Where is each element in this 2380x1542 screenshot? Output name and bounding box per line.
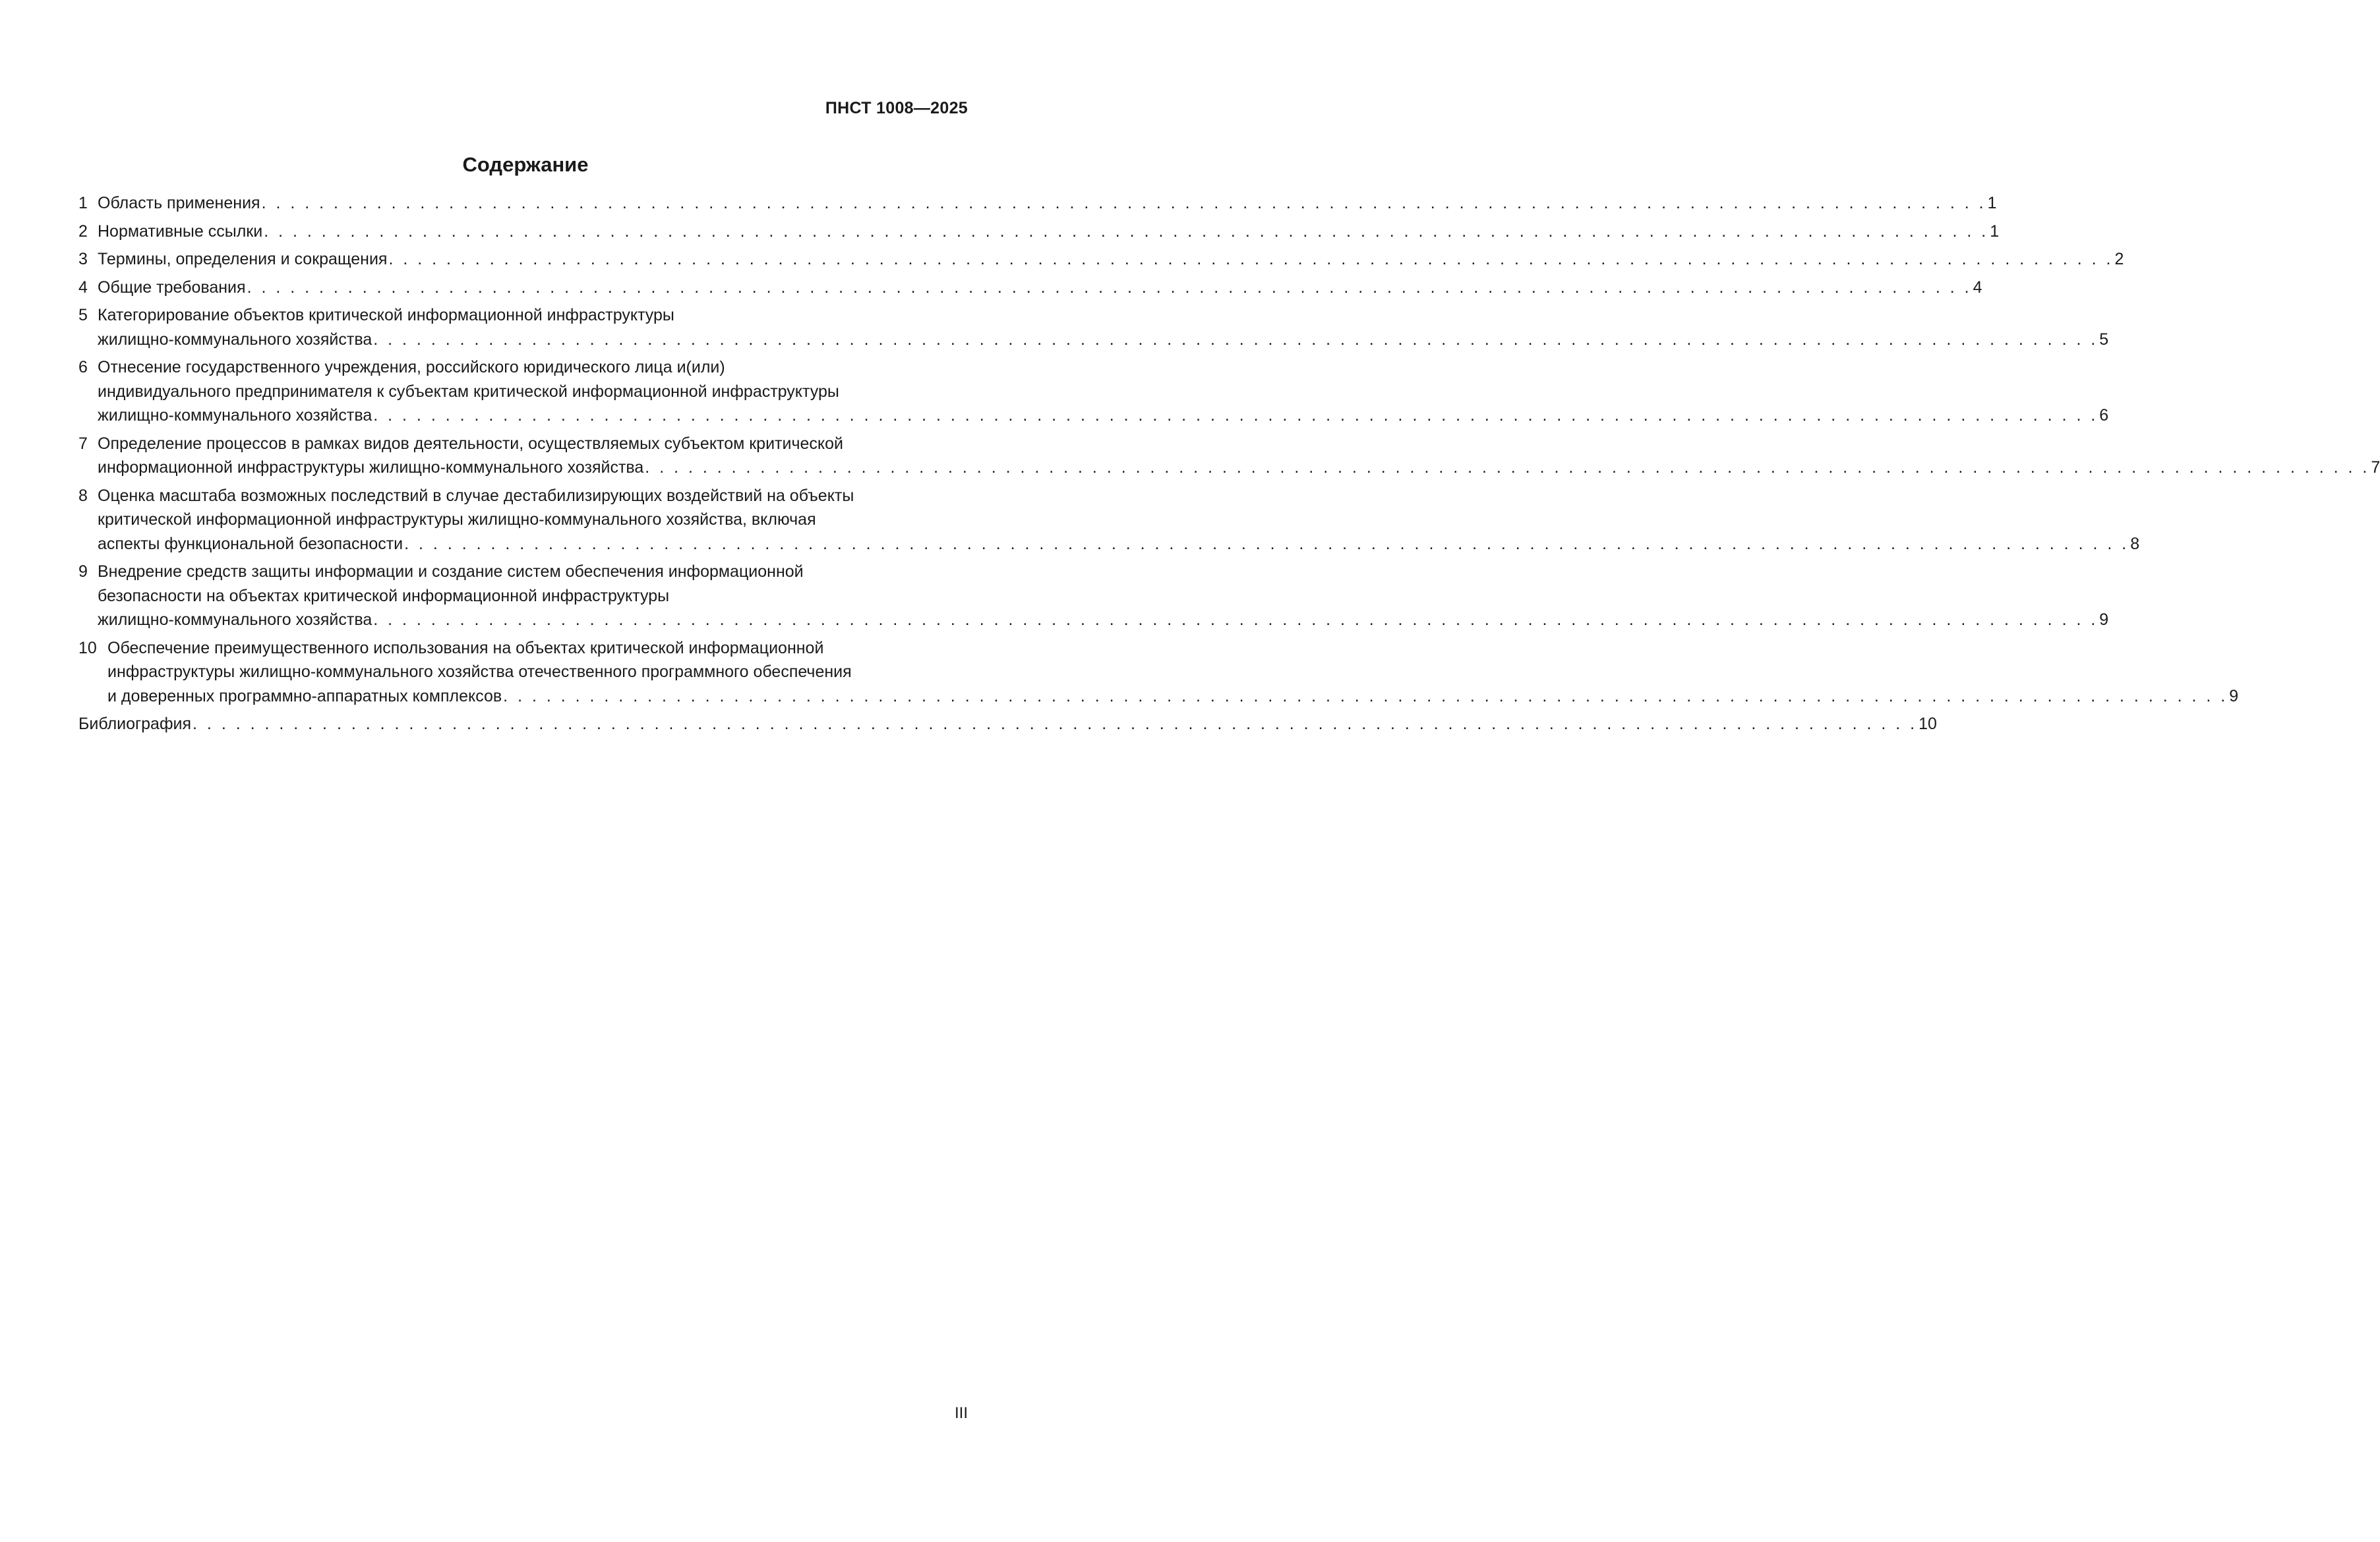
toc-entry[interactable]	[78, 636, 2239, 709]
toc-entry-last-line	[98, 456, 2380, 480]
toc-entry-page: 7	[2371, 458, 2380, 477]
toc-entry-text-line: Отнесение государственного учреждения, российского юридического лица и(или)	[98, 358, 725, 376]
toc-entry-body	[98, 560, 2109, 632]
toc-entry-last-line	[98, 608, 2109, 632]
toc-entry-text-line: Категорирование объектов критической информационной инфраструктуры	[98, 306, 674, 324]
toc-entry-page: 9	[2229, 686, 2239, 705]
toc-entry-body	[78, 712, 1937, 736]
dot-leader: . . . . . . . . . . . . . . . . . . . . . . . . . . . . . . . . . . . . . . . . . . . . . . . . . . . . . . . . . . . . . . . . . . . . . . . . . . . . . . . . . . . . . . . . . . . . . . . . . . . . . . . . . . . . . . . . . . . . . . . .	[503, 686, 2228, 705]
toc-entry-page: 6	[2099, 406, 2109, 425]
toc-entry-body	[98, 191, 1997, 216]
toc-entry[interactable]	[78, 355, 2109, 428]
toc-entry-text-line: индивидуального предпринимателя к субъектам критической информационной инфраструктуры	[98, 382, 839, 401]
toc-entry-number: 10	[78, 638, 97, 657]
document-code: ПНСТ 1008—2025	[825, 99, 968, 117]
toc-entry-number: 6	[78, 358, 88, 376]
page-number: III	[954, 1404, 968, 1422]
toc-entry-number: 4	[78, 278, 88, 297]
toc-entry-body	[98, 355, 2109, 428]
toc-entry-page: 9	[2099, 610, 2109, 629]
toc-entry-body	[107, 636, 2239, 709]
toc-entry-text-line: Библиография	[78, 715, 192, 733]
toc-entry[interactable]	[78, 276, 1982, 300]
toc-entry-text-line: инфраструктуры жилищно-коммунального хозяйства отечественного программного обеспечения	[107, 663, 852, 681]
toc-entry-text-line: Нормативные ссылки	[98, 222, 263, 241]
toc-title: Содержание	[462, 153, 589, 176]
toc-entry-text-line: Обеспечение преимущественного использования на объектах критической информационной	[107, 638, 824, 657]
dot-leader: . . . . . . . . . . . . . . . . . . . . . . . . . . . . . . . . . . . . . . . . . . . . . . . . . . . . . . . . . . . . . . . . . . . . . . . . . . . . . . . . . . . . . . . . . . . . . . . . . . . . . . . . . . . . . . . . . . . . . . . .	[261, 194, 1986, 212]
toc-entry[interactable]	[78, 560, 2109, 632]
toc-entry-last-line	[98, 532, 2140, 556]
toc-entry-page: 5	[2099, 330, 2109, 349]
toc-entry-text-line: Определение процессов в рамках видов деятельности, осуществляемых субъектом критической	[98, 434, 843, 453]
dot-leader: . . . . . . . . . . . . . . . . . . . . . . . . . . . . . . . . . . . . . . . . . . . . . . . . . . . . . . . . . . . . . . . . . . . . . . . . . . . . . . . . . . . . . . . . . . . . . . . . . . . . . . . . . . . . . . . . . . . . . . . .	[388, 250, 2114, 268]
toc-entry-text-line: безопасности на объектах критической информационной инфраструктуры	[98, 586, 670, 605]
toc-entry[interactable]	[78, 247, 2124, 272]
toc-entry-last-line	[98, 403, 2109, 428]
toc-entry-text-line: критической информационной инфраструктуры жилищно-коммунального хозяйства, включая	[98, 510, 816, 529]
toc-entry-number: 2	[78, 222, 88, 241]
toc-entry-page: 8	[2130, 534, 2140, 553]
table-of-contents	[78, 191, 2380, 740]
toc-entry-last-line	[98, 191, 1997, 216]
dot-leader: . . . . . . . . . . . . . . . . . . . . . . . . . . . . . . . . . . . . . . . . . . . . . . . . . . . . . . . . . . . . . . . . . . . . . . . . . . . . . . . . . . . . . . . . . . . . . . . . . . . . . . . . . . . . . . . . . . . . . . . .	[404, 534, 2129, 553]
dot-leader: . . . . . . . . . . . . . . . . . . . . . . . . . . . . . . . . . . . . . . . . . . . . . . . . . . . . . . . . . . . . . . . . . . . . . . . . . . . . . . . . . . . . . . . . . . . . . . . . . . . . . . . . . . . . . . . . . . . . . . . .	[373, 610, 2098, 629]
toc-entry-text-line: и доверенных программно-аппаратных комплексов	[107, 686, 502, 705]
toc-entry-text-line: жилищно-коммунального хозяйства	[98, 406, 372, 425]
dot-leader: . . . . . . . . . . . . . . . . . . . . . . . . . . . . . . . . . . . . . . . . . . . . . . . . . . . . . . . . . . . . . . . . . . . . . . . . . . . . . . . . . . . . . . . . . . . . . . . . . . . . . . . . . . . . . . . . . . . . . . . .	[373, 406, 2098, 425]
toc-entry-text-line: жилищно-коммунального хозяйства	[98, 610, 372, 629]
toc-entry-last-line	[98, 328, 2109, 352]
toc-entry-text-line: Термины, определения и сокращения	[98, 250, 388, 268]
toc-entry[interactable]	[78, 191, 1997, 216]
toc-entry-text-line: Внедрение средств защиты информации и создание систем обеспечения информационной	[98, 562, 804, 581]
dot-leader: . . . . . . . . . . . . . . . . . . . . . . . . . . . . . . . . . . . . . . . . . . . . . . . . . . . . . . . . . . . . . . . . . . . . . . . . . . . . . . . . . . . . . . . . . . . . . . . . . . . . . . . . . . . . . . . . . . . . . . . .	[264, 222, 1989, 241]
toc-entry-page: 10	[1919, 715, 1937, 733]
toc-entry-page: 4	[1973, 278, 1982, 297]
toc-entry[interactable]	[78, 712, 1937, 736]
toc-entry-text-line: Оценка масштаба возможных последствий в случае дестабилизирующих воздействий на объекты	[98, 486, 854, 505]
toc-entry-number: 8	[78, 486, 88, 505]
toc-entry-number: 1	[78, 194, 88, 212]
dot-leader: . . . . . . . . . . . . . . . . . . . . . . . . . . . . . . . . . . . . . . . . . . . . . . . . . . . . . . . . . . . . . . . . . . . . . . . . . . . . . . . . . . . . . . . . . . . . . . . . . . . . . . . . . . . . . . . . . . . . . . . .	[247, 278, 1972, 297]
toc-entry-body	[98, 276, 1982, 300]
toc-entry-last-line	[78, 712, 1937, 736]
toc-entry-last-line	[98, 247, 2124, 272]
toc-entry-number: 7	[78, 434, 88, 453]
toc-entry-page: 1	[1990, 222, 2000, 241]
toc-entry-body	[98, 220, 2000, 244]
toc-entry-number: 9	[78, 562, 88, 581]
toc-entry[interactable]	[78, 484, 2140, 556]
toc-entry-body	[98, 432, 2380, 480]
toc-entry-number: 5	[78, 306, 88, 324]
toc-entry-page: 2	[2114, 250, 2124, 268]
toc-entry-text-line: Общие требования	[98, 278, 246, 297]
toc-entry-text-line: жилищно-коммунального хозяйства	[98, 330, 372, 349]
toc-entry-last-line	[107, 684, 2239, 709]
toc-entry-text-line: информационной инфраструктуры жилищно-коммунального хозяйства	[98, 458, 644, 477]
toc-entry-page: 1	[1987, 194, 1997, 212]
toc-entry[interactable]	[78, 220, 2000, 244]
toc-entry-text-line: аспекты функциональной безопасности	[98, 534, 403, 553]
toc-entry[interactable]	[78, 432, 2380, 480]
dot-leader: . . . . . . . . . . . . . . . . . . . . . . . . . . . . . . . . . . . . . . . . . . . . . . . . . . . . . . . . . . . . . . . . . . . . . . . . . . . . . . . . . . . . . . . . . . . . . . . . . . . . . . . . . . . . . . . . . . . . . . . .	[193, 715, 1918, 733]
toc-entry[interactable]	[78, 303, 2109, 351]
dot-leader: . . . . . . . . . . . . . . . . . . . . . . . . . . . . . . . . . . . . . . . . . . . . . . . . . . . . . . . . . . . . . . . . . . . . . . . . . . . . . . . . . . . . . . . . . . . . . . . . . . . . . . . . . . . . . . . . . . . . . . . .	[373, 330, 2098, 349]
toc-entry-number: 3	[78, 250, 88, 268]
toc-entry-text-line: Область применения	[98, 194, 260, 212]
toc-entry-body	[98, 303, 2109, 351]
toc-entry-last-line	[98, 220, 2000, 244]
dot-leader: . . . . . . . . . . . . . . . . . . . . . . . . . . . . . . . . . . . . . . . . . . . . . . . . . . . . . . . . . . . . . . . . . . . . . . . . . . . . . . . . . . . . . . . . . . . . . . . . . . . . . . . . . . . . . . . . . . . . . . . .	[645, 458, 2370, 477]
toc-entry-body	[98, 484, 2140, 556]
toc-entry-last-line	[98, 276, 1982, 300]
toc-entry-body	[98, 247, 2124, 272]
